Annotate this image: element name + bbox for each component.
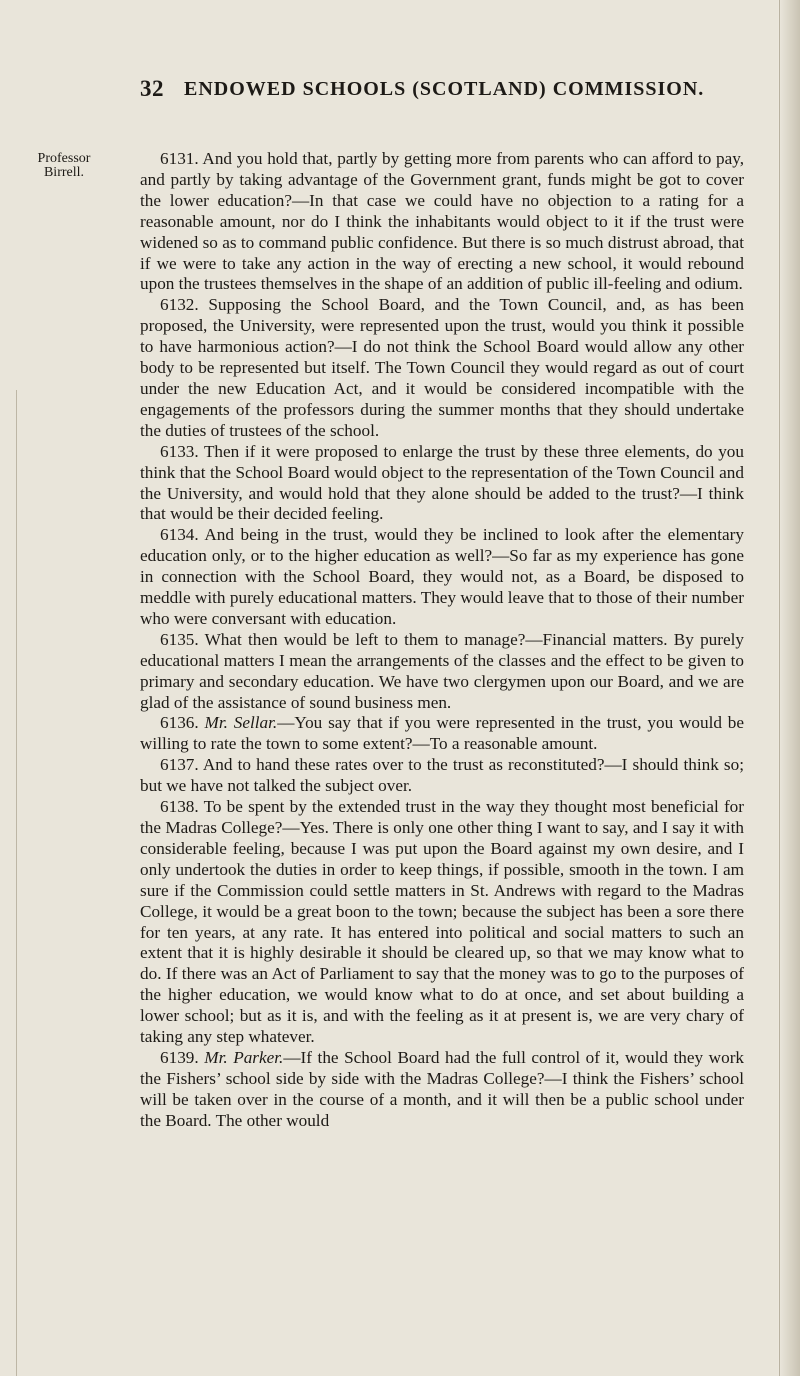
body-text bbox=[140, 149, 744, 1132]
paragraph bbox=[140, 442, 744, 526]
paragraph bbox=[140, 295, 744, 441]
paragraph bbox=[140, 713, 744, 755]
paragraph bbox=[140, 630, 744, 714]
question-number: 6139. bbox=[160, 1047, 199, 1067]
page-header bbox=[0, 72, 800, 112]
paragraph bbox=[140, 525, 744, 630]
margin-note-line-2: Birrell. bbox=[43, 165, 85, 180]
paragraph-text: And you hold that, partly by getting more from parents who can afford to pay, and partly by taking advantage of the Government grant, funds might be got to cover the lower education?—In that case we could have no objection to a rating for a reasonable amount, nor do I think the inhabitants would object to it if the trust were widened so as to command public confidence. But there is so much distrust abroad, that if we were to take any action in the way of erecting a new school, it would rebound upon the trustees themselves in the shape of an addition of public ill-feeling and odium. bbox=[140, 149, 744, 294]
question-number: 6137. bbox=[160, 755, 199, 775]
page-number: 32 bbox=[140, 76, 164, 101]
paragraph-text: Supposing the School Board, and the Town Council, and, as has been proposed, the University, were represented upon the trust, would you think it possible to have harmonious action?—I do not think the School Board would allow any other body to be represented but itself. The Town Council they would regard as out of court under the new Education Act, and it would be considered incompatible with the engagements of the professors during the summer months that they should undertake the duties of trustees of the school. bbox=[140, 295, 744, 440]
paragraph bbox=[140, 797, 744, 1048]
question-number: 6134. bbox=[160, 525, 199, 545]
question-number: 6136. bbox=[160, 713, 199, 733]
question-number: 6135. bbox=[160, 629, 199, 649]
paragraph-text: And to hand these rates over to the trust as reconstituted?—I should think so; but we have not talked the subject over. bbox=[140, 755, 744, 796]
running-title: ENDOWED SCHOOLS (SCOTLAND) COMMISSION. bbox=[184, 78, 705, 100]
question-number: 6131. bbox=[160, 149, 199, 168]
paragraph-text: —You say that if you were represented in the trust, you would be willing to rate the town to some extent?—To a reasonable amount. bbox=[140, 713, 745, 754]
margin-note bbox=[24, 152, 104, 180]
speaker-name: Mr. Sellar. bbox=[204, 713, 278, 733]
margin-note-line-1: Professor bbox=[37, 151, 91, 166]
paragraph-text: Then if it were proposed to enlarge the trust by these three elements, do you think that the School Board would object to the representation of the Town Council and the University, and would hold that they alone should be added to the trust?—I think that would be their decided feeling. bbox=[140, 441, 744, 524]
speaker-name: Mr. Parker. bbox=[204, 1047, 284, 1067]
paragraph bbox=[140, 755, 744, 797]
left-margin-rule bbox=[16, 390, 17, 1376]
paragraph-text: What then would be left to them to manage?—Financial matters. By purely educational matters I mean the arrangements of the classes and the effect to be given to primary and secondary education. We have two clergymen upon our Board, and we are glad of the assistance of sound business men. bbox=[140, 629, 744, 712]
paragraph bbox=[140, 149, 744, 295]
page-edge-line bbox=[779, 0, 780, 1376]
question-number: 6133. bbox=[160, 441, 199, 461]
paragraph-text: To be spent by the extended trust in the way they thought most beneficial for the Madras College?—Yes. There is only one other thing I want to say, and I say it with considerable feeling, because I was put upon the Board against my own desire, and I only undertook the duties in order to keep things, if possible, smooth in the town. I am sure if the Commission could settle matters in St. Andrews with regard to the Madras College, it would be a great boon to the town; because the subject has been a sore there for ten years, at any rate. It has entered into political and social matters to such an extent that it is highly desirable it should be cleared up, so that we may know what to do. If there was an Act of Parliament to say that the money was to go to the purposes of the higher education, we would know what to do at once, and set about building a lower school; but as it is, and with the feeling as it at present is, we are very chary of taking any step whatever. bbox=[140, 797, 744, 1047]
paragraph-text: And being in the trust, would they be inclined to look after the elementary education only, or to the higher education as well?—So far as my experience has gone in connection with the School Board, they would not, as a Board, be disposed to meddle with purely educational matters. They would leave that to those of their number who were conversant with education. bbox=[140, 525, 744, 628]
paragraph bbox=[140, 1048, 744, 1132]
paragraph-text: —If the School Board had the full control of it, would they work the Fishers’ school side by side with the Madras College?—I think the Fishers’ school will be taken over in the course of a month, and it will then be a public school under the Board. The other would bbox=[140, 1047, 745, 1130]
question-number: 6138. bbox=[160, 797, 199, 817]
question-number: 6132. bbox=[160, 295, 199, 315]
page-edge bbox=[778, 0, 800, 1376]
